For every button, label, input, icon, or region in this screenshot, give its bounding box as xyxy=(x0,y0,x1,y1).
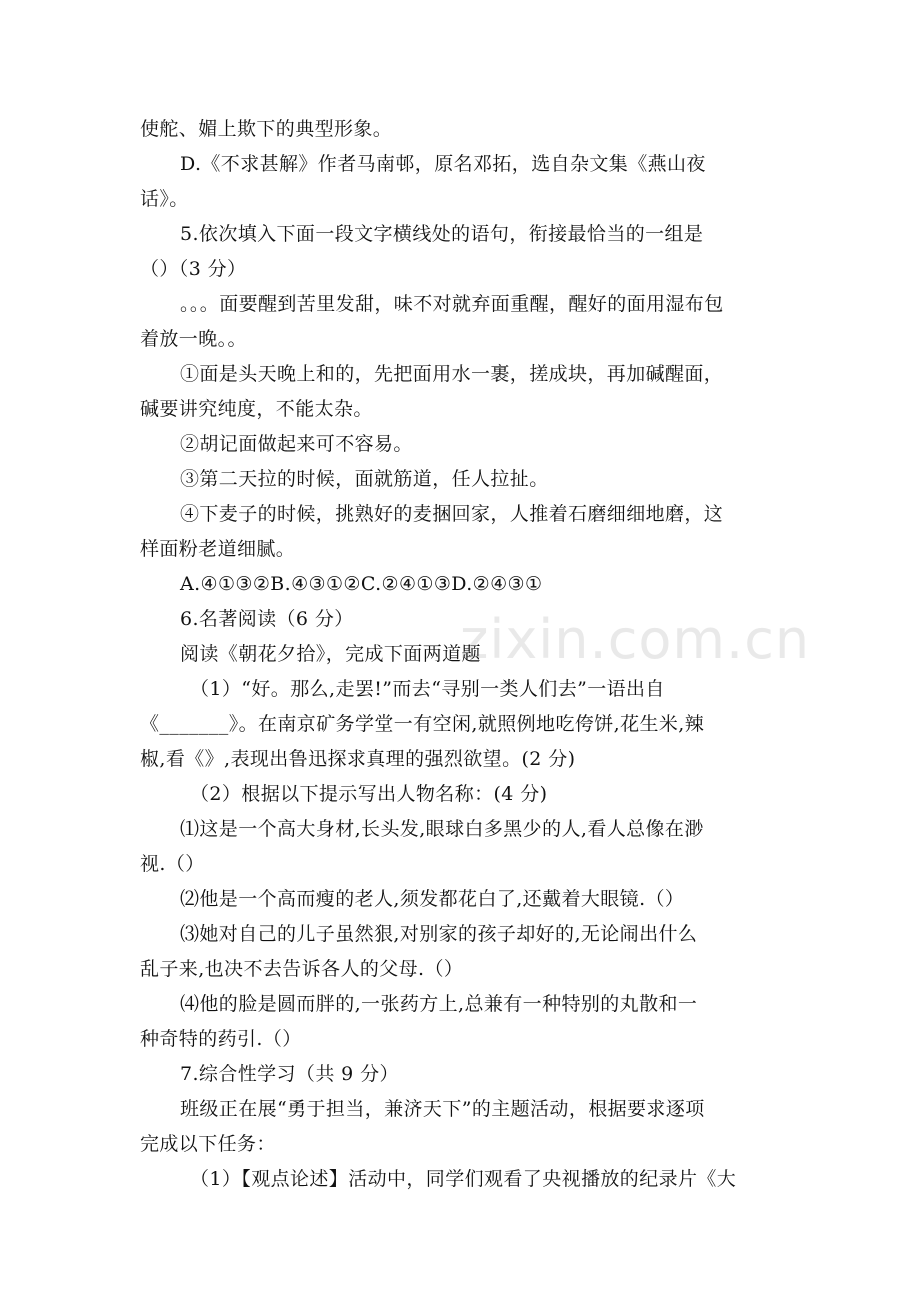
text-line: （1）【观点论述】活动中，同学们观看了央视播放的纪录片《大 xyxy=(190,1168,737,1190)
text-line: （）（3 分） xyxy=(140,258,247,280)
option-line: ②胡记面做起来可不容易。 xyxy=(180,433,413,455)
text-line: 着放一晚。。 xyxy=(140,328,247,350)
text-line: ⑶她对自己的儿子虽然狠,对别家的孩子却好的,无论闹出什么 xyxy=(180,923,698,945)
text-line: D.《不求甚解》作者马南邨，原名邓拓，选自杂文集《燕山夜 xyxy=(180,153,706,175)
option-line: ④下麦子的时候，挑熟好的麦捆回家，人推着石磨细细地磨，这 xyxy=(180,503,724,525)
text-line: ⑴这是一个高大身材,长头发,眼球白多黑少的人,看人总像在渺 xyxy=(180,818,704,840)
text-line: 话》。 xyxy=(140,188,189,210)
text-line: ⑷他的脸是圆而胖的,一张药方上,总兼有一种特别的丸散和一 xyxy=(180,993,698,1015)
option-line: ③第二天拉的时候，面就筋道，任人拉扯。 xyxy=(180,468,549,490)
answer-choices: A.④①③②B.④③①②C.②④①③D.②④③① xyxy=(180,573,543,595)
text-line: 乱子来,也决不去告诉各人的父母.（） xyxy=(140,958,464,980)
text-line: 班级正在展“勇于担当，兼济天下”的主题活动，根据要求逐项 xyxy=(180,1098,705,1120)
text-line: ⑵他是一个高而瘦的老人,须发都花白了,还戴着大眼镜.（） xyxy=(180,888,685,910)
text-line: 视.（） xyxy=(140,853,205,875)
question-heading: 6.名著阅读（6 分） xyxy=(180,608,354,630)
text-line: 种奇特的药引.（） xyxy=(140,1028,302,1050)
text-line: 碱要讲究纯度，不能太杂。 xyxy=(140,398,373,420)
text-line: （2）根据以下提示写出人物名称：(4 分) xyxy=(190,783,548,805)
watermark: zixin.com.cn xyxy=(460,608,811,671)
question-heading: 7.综合性学习（共 9 分） xyxy=(180,1063,399,1085)
option-line: ①面是头天晚上和的，先把面用水一裹，搓成块，再加碱醒面， xyxy=(180,363,724,385)
text-line: 完成以下任务： xyxy=(140,1133,276,1155)
text-line: 样面粉老道细腻。 xyxy=(140,538,296,560)
text-line: 使舵、媚上欺下的典型形象。 xyxy=(140,118,393,140)
text-line: （1）“好。那么,走罢!”而去“寻别一类人们去”一语出自 xyxy=(190,678,665,700)
text-line: 。。。面要醒到苦里发甜，味不对就弃面重醒，醒好的面用湿布包 xyxy=(180,293,724,315)
text-line: 椒,看《》,表现出鲁迅探求真理的强烈欲望。(2 分) xyxy=(140,748,576,770)
question-heading: 5.依次填入下面一段文字横线处的语句，衔接最恰当的一组是 xyxy=(180,223,704,245)
text-line: 阅读《朝花夕拾》，完成下面两道题 xyxy=(180,643,481,665)
text-line: 《_______》。在南京矿务学堂一有空闲,就照例地吃侉饼,花生米,辣 xyxy=(140,713,705,735)
